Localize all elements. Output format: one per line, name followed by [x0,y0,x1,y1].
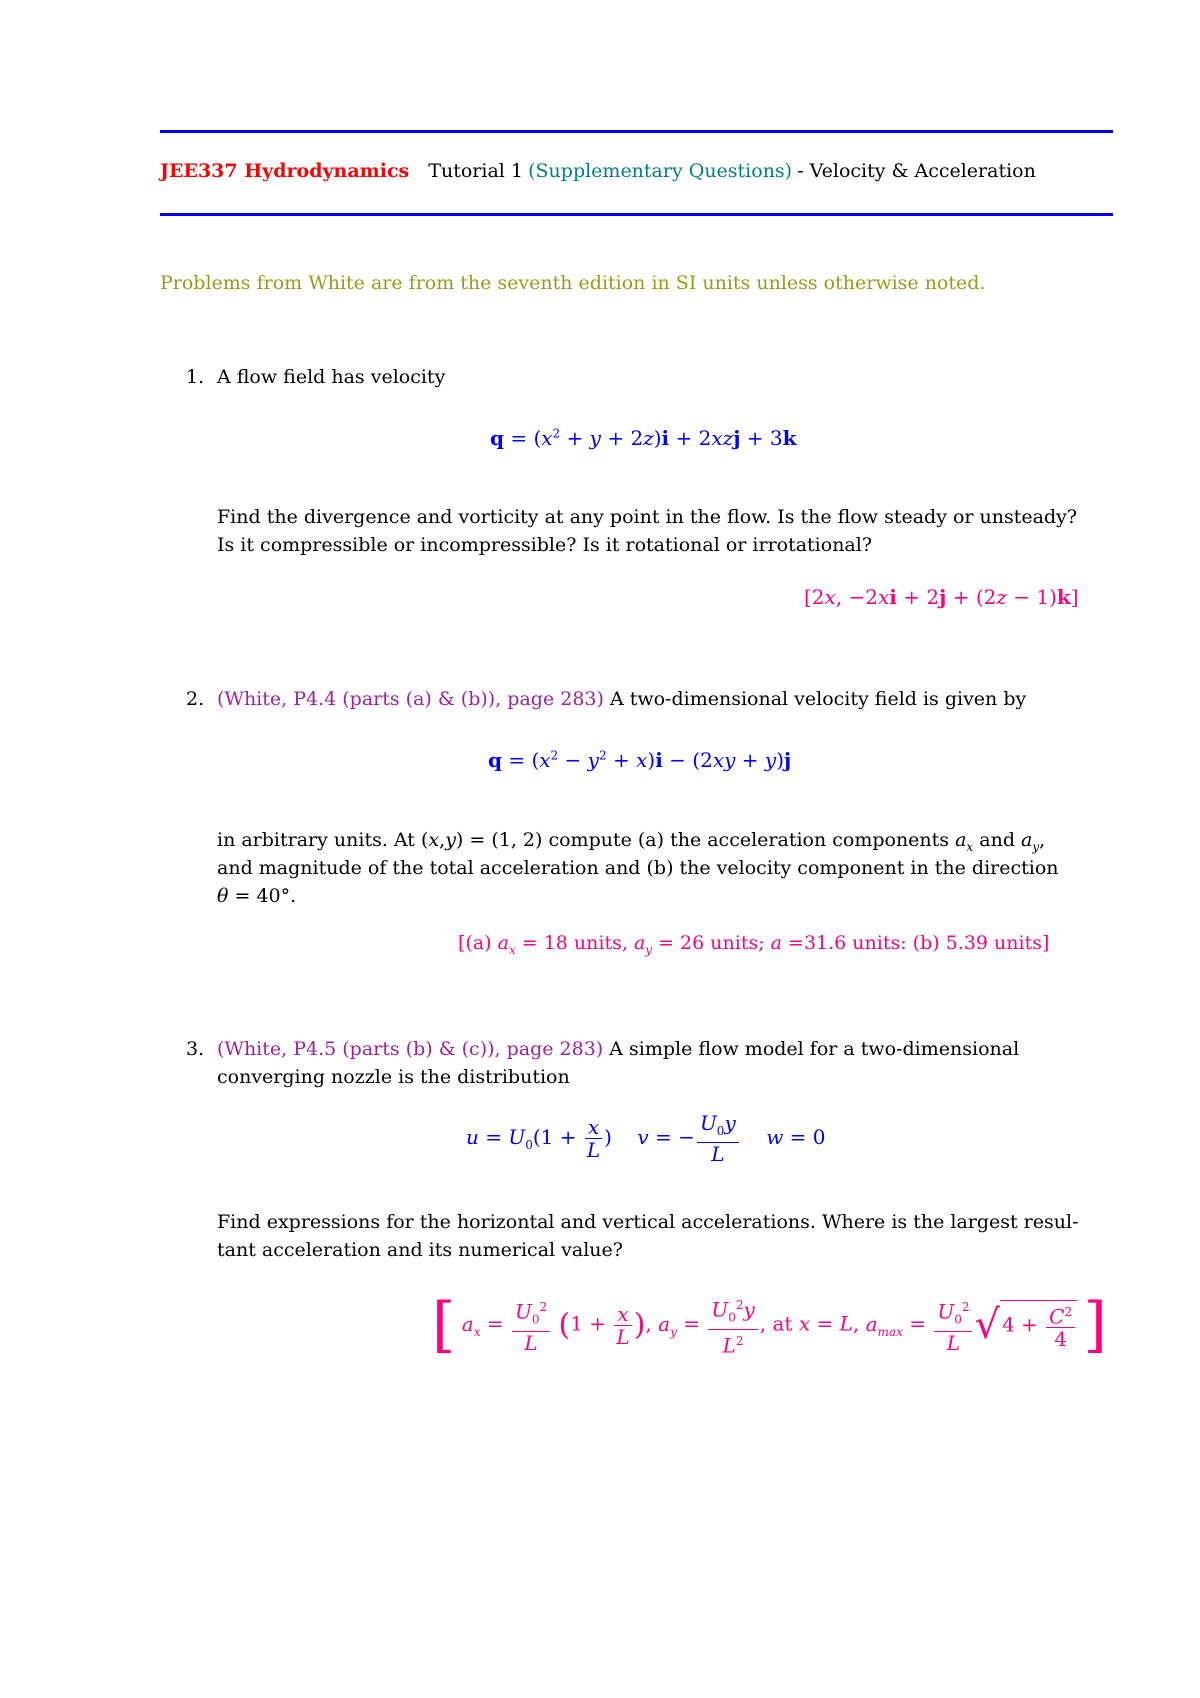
q3-reference: (White, P4.5 (parts (b) & (c)), page 283) [217,1038,604,1060]
q2-number: 2. [186,688,205,710]
q2-line1-part-a: in arbitrary units. At [217,829,415,851]
tutorial-label: Tutorial 1 [428,160,524,182]
q2-velocity-equation: $q = (x^2 - y^2 + x)i - (2xy + y)j$ [488,748,792,772]
q2-question-line1: in arbitrary units. At (x,y) = (1, 2) compute (a) the acceleration components $a_x$ and $a_y$, [217,829,1046,854]
supplementary-label: (Supplementary Questions) [528,160,793,182]
q3-question-line1: Find expressions for the horizontal and vertical accelerations. Where is the largest resul- [217,1211,1079,1233]
q1-number: 1. [186,366,205,388]
q1-question-line1: Find the divergence and vorticity at any point in the flow. Is the flow steady or unsteady? [217,506,1078,528]
course-title: JEE337 Hydrodynamics [160,160,410,182]
q3-heading [217,1035,1019,1063]
header-bottom-rule [160,213,1113,216]
header-top-rule [160,130,1113,133]
q2-heading [217,685,1026,713]
q2-reference: (White, P4.4 (parts (a) & (b)), page 283) [217,688,604,710]
q3-number: 3. [186,1038,205,1060]
q2-line1-part-b: compute (a) the acceleration components [548,829,950,851]
q3-question-line2: tant acceleration and its numerical value? [217,1239,623,1261]
q3-velocity-equation: $u = U_0(1$ + $\frac{x}{L}$ ) v = − $\frac{U_0y}{L}$ w = 0 [466,1111,826,1166]
q1-velocity-equation: $q = (x^2 + y + 2z)i + 2xzj + 3k$ [490,426,797,450]
q2-theta: θ = 40°. [217,885,297,907]
q3-intro: A simple flow model for a two-dimensional [609,1038,1020,1060]
q2-line1-part-c: and [979,829,1015,851]
edition-note: Problems from White are from the seventh edition in SI units unless otherwise noted. [160,272,986,294]
q2-intro: A two-dimensional velocity field is given by [609,688,1027,710]
q2-question-line2: and magnitude of the total acceleration and (b) the velocity component in the direction [217,857,1059,879]
topic-label: - Velocity & Acceleration [797,160,1036,182]
q1-answer: [2x, −2xi + 2j + (2z − 1)k] [804,585,1079,609]
header-line [160,160,1036,182]
q1-intro: A flow field has velocity [217,366,446,388]
q1-question-line2: Is it compressible or incompressible? Is it rotational or irrotational? [217,534,873,556]
q3-intro-line2: converging nozzle is the distribution [217,1066,570,1088]
q3-answer: [ $a_x$ = $\frac{U_0^2}{L}$ (1 + $\frac{x}{L}$ ), $a_y$ = $\frac{U_0^2y}{L^2}$ , at x = L, $a_{max}$ = $\frac{U_0^2}{L}$ √ 4 + $\frac{C^2}{4}$ ] [432,1290,1107,1360]
q2-answer: [(a) $a_x = 18$ units, $a_y = 26$ units; a =31.6 units: (b) 5.39 units] [458,932,1050,957]
